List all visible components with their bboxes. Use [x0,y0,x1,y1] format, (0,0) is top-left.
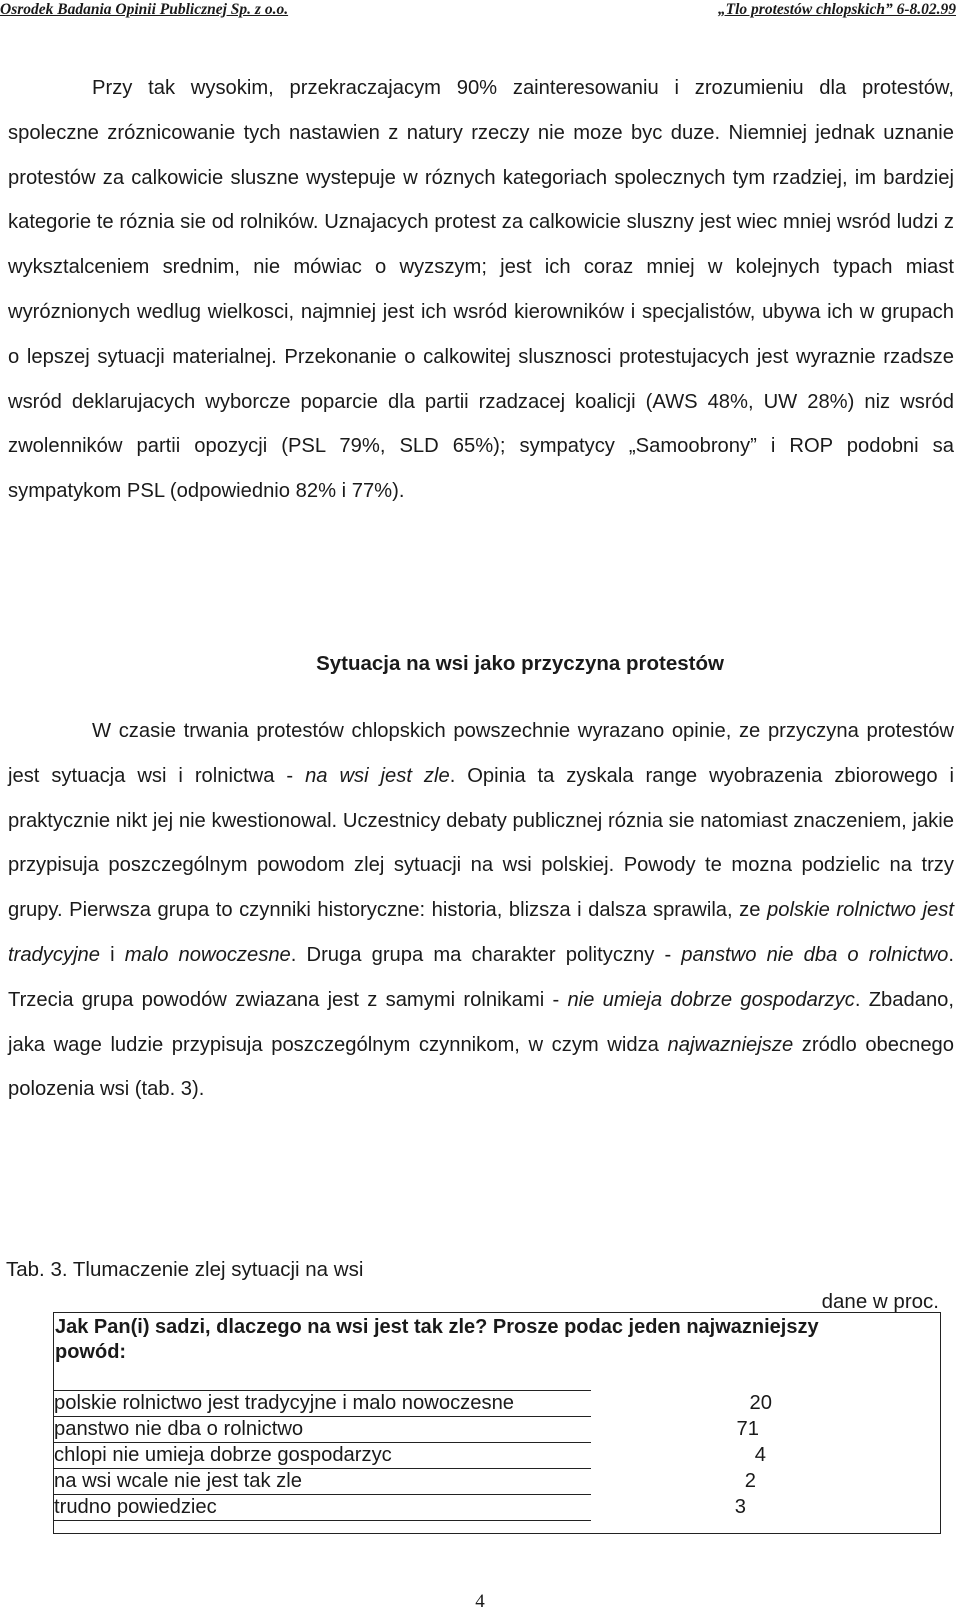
page-number: 4 [475,1591,485,1612]
paragraph-2-text: i [100,943,125,966]
paragraph-2-emphasis: malo nowoczesne [124,943,291,966]
row-value: 3 [734,1496,746,1518]
paragraph-1: Przy tak wysokim, przekraczajacym 90% zainteresowaniu i zrozumieniu dla protestów, spoleczne zróznicowanie tych nastawien z natury rzeczy nie moze byc duze. Niemniej jednak uznanie protestów za calkowicie sluszne wystepuje w róznych kategoriach spolecznych tym rzadziej, im bardziej kategorie te róznia sie od rolników. Uznajacych protest za calkowicie sluszny jest wiec mniej wsród ludzi z wyksztalceniem srednim, nie mówiac o wyzszym; jest ich coraz mniej w kolejnych typach miast wyróznionych wedlug wielkosci, najmniej jest ich wsród kierowników i specjalistów, ubywa ich w grupach o lepszej sytuacji materialnej. Przekonanie o calkowitej slusznosci protestujacych jest wyraznie rzadsze wsród deklarujacych wyborcze poparcie dla partii rzadzacej koalicji (AWS 48%, UW 28%) niz wsród zwolenników partii opozycji (PSL 79%, SLD 65%); sympatycy „Samoobrony” i ROP podobni sa sympatykom PSL (odpowiednio 82% i 77%). [8,77,954,503]
header-organization: Osrodek Badania Opinii Publicznej Sp. z o.o. [0,1,289,18]
table-row [53,1443,941,1469]
table-unit: dane w proc. [821,1290,939,1313]
paragraph-2-text: zródlo obecnego polozenia wsi (tab. 3). [8,1033,955,1101]
paragraph-2-text: . Opinia ta zyskala range wyobrazenia zbiorowego i praktycznie nikt jej nie kwestionowal. Uczestnicy debaty publicznej róznia sie natomiast znaczeniem, jakie przypisuja poszczególnym powodom zlej sytuacji na wsi polskiej. Powody te mozna podzielic na trzy grupy. Pierwsza grupa to czynniki historyczne: historia, blizsza i dalsza sprawila, ze [8,764,954,922]
paragraph-2-emphasis: na wsi jest zle [305,764,450,787]
paragraph-2 [8,709,954,1112]
paragraph-2-text: . Zbadano, jaka wage ludzie przypisuja poszczególnym czynnikom, w czym widza [8,988,955,1056]
paragraph-2-emphasis: panstwo nie dba o rolnictwo [681,943,949,966]
table-row [53,1417,941,1443]
paragraph-2-emphasis: najwazniejsze [667,1033,794,1056]
row-label: trudno powiedziec [53,1495,591,1521]
paragraph-2-emphasis: nie umieja dobrze gospodarzyc [567,988,855,1011]
paragraph-2-text: . Druga grupa ma charakter polityczny - [290,943,682,966]
section-heading: Sytuacja na wsi jako przyczyna protestów [316,652,724,675]
row-label: panstwo nie dba o rolnictwo [53,1417,591,1443]
table-title: Tab. 3. Tlumaczenie zlej sytuacji na wsi [6,1258,364,1281]
paragraph-2-emphasis: polskie rolnictwo jest tradycyjne [8,899,954,966]
row-label: chlopi nie umieja dobrze gospodarzyc [53,1443,591,1469]
answers-table [53,1390,941,1521]
table-row [53,1495,941,1521]
table-row [53,1469,941,1495]
header-report-title: „Tlo protestów chlopskich” 6-8.02.99 [717,1,956,18]
page-header [0,0,960,19]
row-label: na wsi wcale nie jest tak zle [53,1469,591,1495]
row-value: 2 [744,1470,756,1492]
row-label: polskie rolnictwo jest tradycyjne i malo nowoczesne [53,1391,591,1417]
paragraph-2-text: . Trzecia grupa powodów zwiazana jest z samymi rolnikami - [8,943,954,1011]
table-row [53,1391,941,1417]
table-question: Jak Pan(i) sadzi, dlaczego na wsi jest tak zle? Prosze podac jeden najwazniejszy powód: [55,1316,819,1363]
row-value: 4 [754,1444,766,1466]
paragraph-2-text: W czasie trwania protestów chlopskich powszechnie wyrazano opinie, ze przyczyna protestów jest sytuacja wsi i rolnictwa - [8,720,954,787]
row-value: 71 [736,1418,759,1440]
row-value: 20 [749,1392,772,1414]
